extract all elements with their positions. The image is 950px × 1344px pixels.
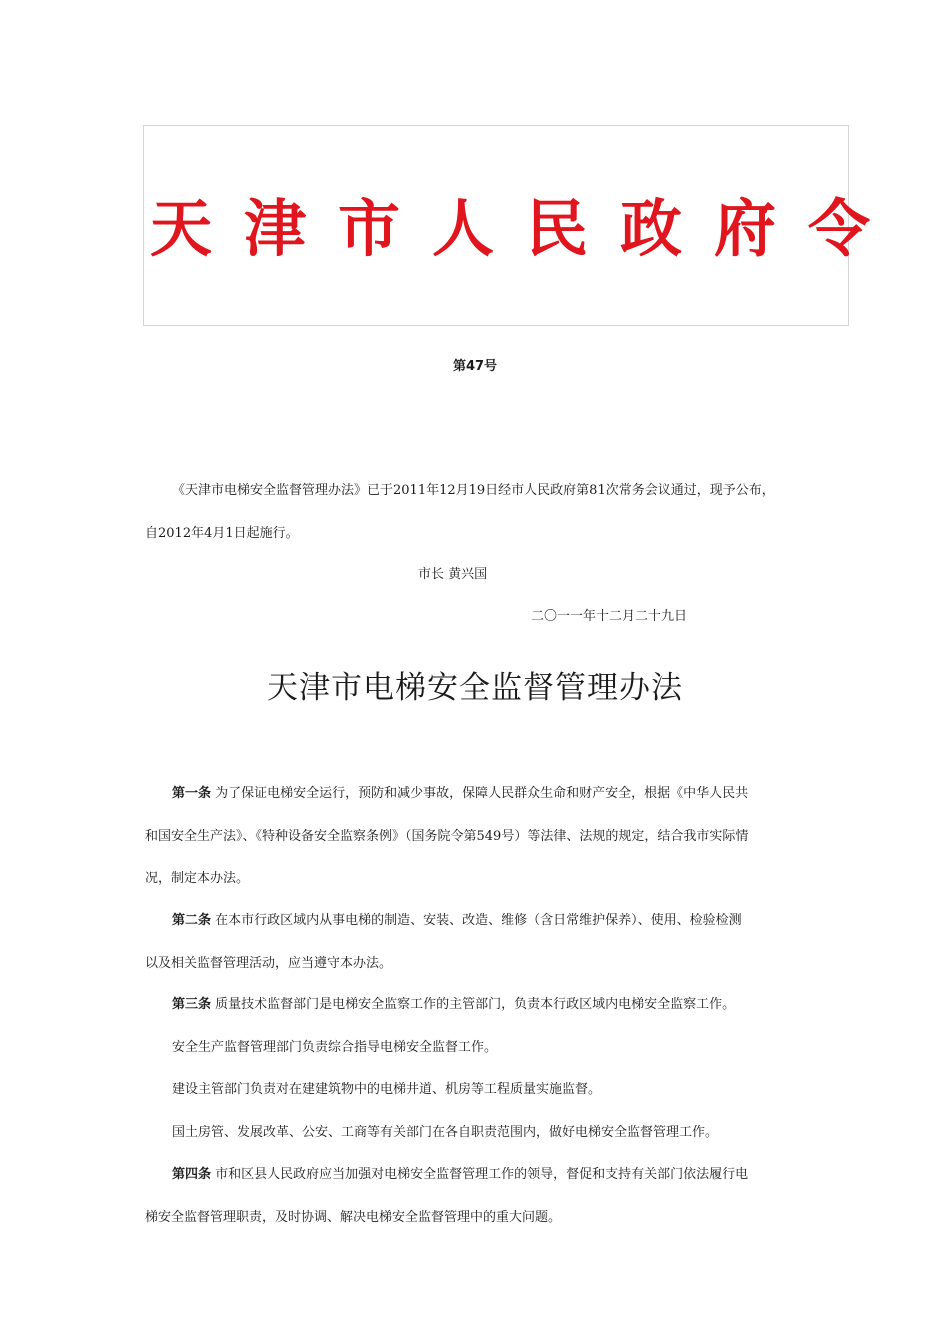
article-1-label: 第一条: [172, 786, 212, 801]
article-3-para-3: 建设主管部门负责对在建建筑物中的电梯井道、机房等工程质量实施监督。: [172, 1082, 602, 1097]
document-title: 天津市电梯安全监督管理办法: [267, 670, 683, 706]
article-1-line-3: 况，制定本办法。: [145, 871, 250, 886]
article-4-label: 第四条: [172, 1167, 212, 1182]
order-number: 第47号: [452, 359, 498, 374]
banner-title: 天津市人民政府令: [150, 192, 903, 265]
article-1-line-1: [172, 785, 748, 803]
article-3-label: 第三条: [172, 997, 212, 1012]
article-3-line-1: [172, 996, 735, 1014]
article-1-line-2: 和国安全生产法》、《特种设备安全监察条例》（国务院令第549号）等法律、法规的规定，结合我市实际情: [145, 829, 749, 844]
article-2-label: 第二条: [172, 913, 212, 928]
promulgation-line-2: 自2012年4月1日起施行。: [145, 526, 299, 541]
article-4-text-1: 市和区县人民政府应当加强对电梯安全监督管理工作的领导，督促和支持有关部门依法履行电: [215, 1167, 749, 1182]
promulgation-date: 二〇一一年十二月二十九日: [531, 609, 688, 624]
article-4-line-1: [172, 1166, 748, 1184]
signer: 市长 黄兴国: [418, 567, 488, 582]
promulgation-line-1: 《天津市电梯安全监督管理办法》已于2011年12月19日经市人民政府第81次常务会议通过，现予公布，: [172, 483, 775, 498]
article-2-text-1: 在本市行政区域内从事电梯的制造、安装、改造、维修（含日常维护保养）、使用、检验检测: [215, 913, 742, 928]
article-1-text-1: 为了保证电梯安全运行，预防和减少事故，保障人民群众生命和财产安全，根据《中华人民共: [215, 786, 749, 801]
article-2-line-2: 以及相关监督管理活动，应当遵守本办法。: [145, 956, 393, 971]
article-3-para-4: 国土房管、发展改革、公安、工商等有关部门在各自职责范围内，做好电梯安全监督管理工作。: [172, 1125, 719, 1140]
article-4-line-2: 梯安全监督管理职责，及时协调、解决电梯安全监督管理中的重大问题。: [145, 1210, 562, 1225]
article-2-line-1: [172, 912, 742, 930]
article-3-text-1: 质量技术监督部门是电梯安全监察工作的主管部门，负责本行政区域内电梯安全监察工作。: [215, 997, 736, 1012]
article-3-para-2: 安全生产监督管理部门负责综合指导电梯安全监督工作。: [172, 1040, 498, 1055]
banner-frame: [143, 125, 903, 326]
